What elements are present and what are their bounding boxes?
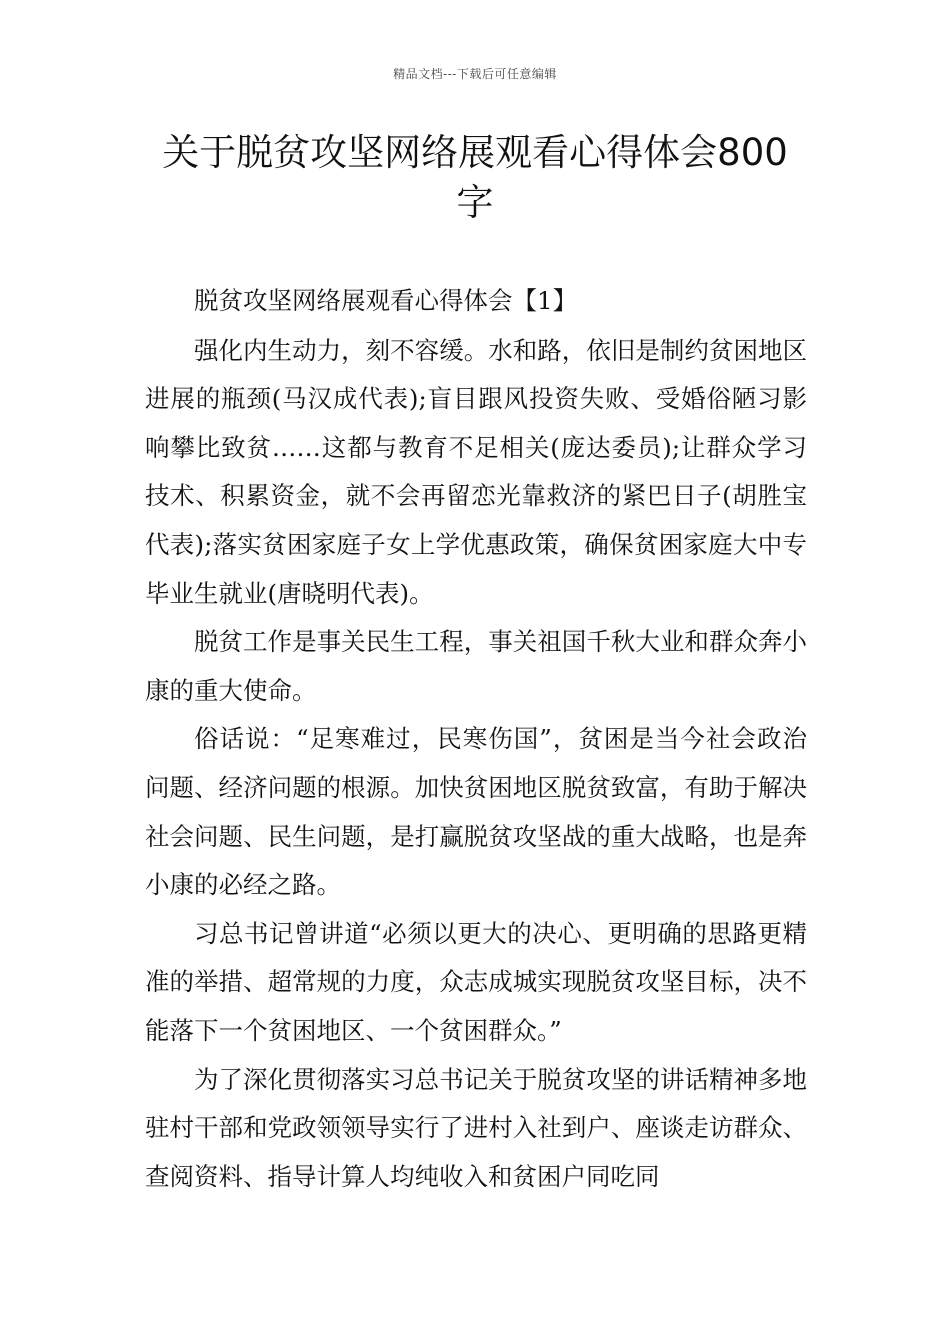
body-paragraph: 俗话说：“足寒难过，民寒伤国”，贫困是当今社会政治问题、经济问题的根源。加快贫困地区脱贫致富，有助于解决社会问题、民生问题，是打赢脱贫攻坚战的重大战略，也是奔小康的必经之路。 <box>145 724 807 900</box>
document-title: 关于脱贫攻坚网络展观看心得体会800字 <box>162 131 788 224</box>
body-paragraph: 脱贫工作是事关民生工程，事关祖国千秋大业和群众奔小康的重大使命。 <box>145 627 807 705</box>
document-body <box>145 277 807 1201</box>
section-subheading: 脱贫攻坚网络展观看心得体会【1】 <box>194 286 578 315</box>
body-paragraph: 强化内生动力，刻不容缓。水和路，依旧是制约贫困地区进展的瓶颈(马汉成代表);盲目跟风投资失败、受婚俗陋习影响攀比致贫……这都与教育不足相关(庞达委员);让群众学习技术、积累资金，就不会再留恋光靠救济的紧巴日子(胡胜宝代表);落实贫困家庭子女上学优惠政策，确保贫困家庭大中专毕业生就业(唐晓明代表)。 <box>145 335 807 608</box>
body-paragraph: 习总书记曾讲道“必须以更大的决心、更明确的思路更精准的举措、超常规的力度，众志成城实现脱贫攻坚目标，决不能落下一个贫困地区、一个贫困群众。” <box>145 918 807 1045</box>
header-note: 精品文档---下载后可任意编辑 <box>393 67 557 81</box>
body-paragraph: 为了深化贯彻落实习总书记关于脱贫攻坚的讲话精神多地驻村干部和党政领领导实行了进村入社到户、座谈走访群众、查阅资料、指导计算人均纯收入和贫困户同吃同 <box>145 1064 807 1191</box>
